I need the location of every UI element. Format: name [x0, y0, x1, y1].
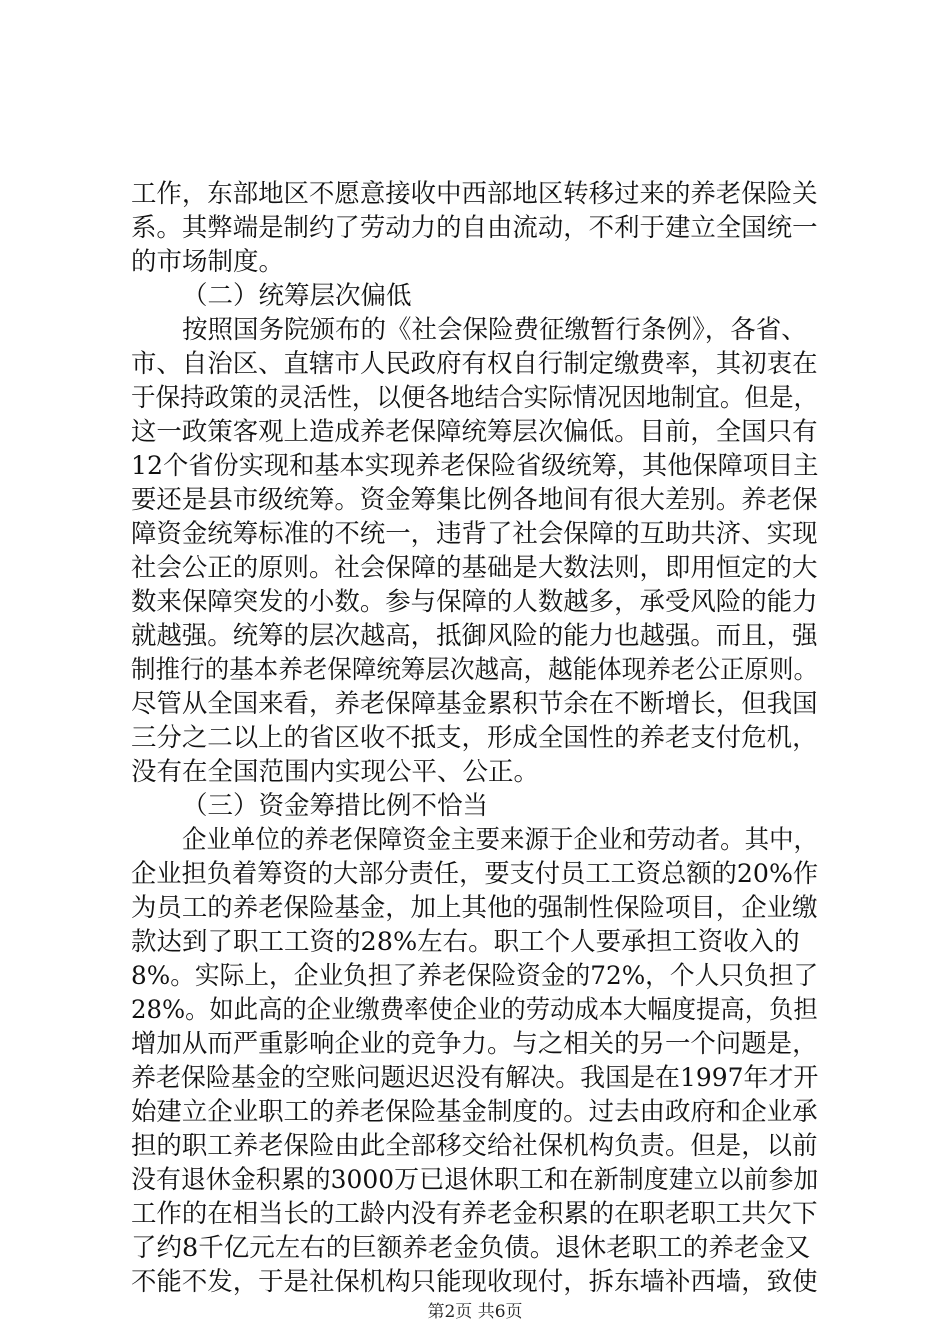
body-line: 的市场制度。: [131, 247, 285, 277]
body-line: 没有退休金积累的3000万已退休职工和在新制度建立以前参加: [131, 1165, 819, 1195]
paragraph-first-line: 企业单位的养老保障资金主要来源于企业和劳动者。其中，: [182, 825, 819, 855]
body-line: 增加从而严重影响企业的竞争力。与之相关的另一个问题是，: [131, 1029, 818, 1059]
body-line: 28%。如此高的企业缴费率使企业的劳动成本大幅度提高，负担: [131, 995, 818, 1025]
body-line: 这一政策客观上造成养老保障统筹层次偏低。目前，全国只有: [131, 417, 818, 447]
section-heading: （二）统筹层次偏低: [182, 281, 412, 311]
body-line: 8%。实际上，企业负担了养老保险资金的72%，个人只负担了: [131, 961, 819, 991]
body-line: 障资金统筹标准的不统一，违背了社会保障的互助共济、实现: [131, 519, 818, 549]
body-line: 数来保障突发的小数。参与保障的人数越多，承受风险的能力: [131, 587, 818, 617]
body-line: 工作的在相当长的工龄内没有养老金积累的在职老职工共欠下: [131, 1199, 818, 1229]
body-line: 市、自治区、直辖市人民政府有权自行制定缴费率，其初衷在: [131, 349, 818, 379]
body-line: 要还是县市级统筹。资金筹集比例各地间有很大差别。养老保: [131, 485, 818, 515]
body-line: 不能不发，于是社保机构只能现收现付，拆东墙补西墙，致使: [131, 1267, 818, 1297]
body-line: 制推行的基本养老保障统筹层次越高，越能体现养老公正原则。: [131, 655, 819, 685]
paragraph-first-line: 按照国务院颁布的《社会保险费征缴暂行条例》，各省、: [182, 315, 807, 345]
page-footer: 第2页 共6页: [427, 1302, 523, 1322]
body-line: 始建立企业职工的养老保险基金制度的。过去由政府和企业承: [131, 1097, 818, 1127]
body-line: 担的职工养老保险由此全部移交给社保机构负责。但是，以前: [131, 1131, 818, 1161]
section-heading: （三）资金筹措比例不恰当: [182, 791, 489, 821]
body-line: 养老保险基金的空账问题迟迟没有解决。我国是在1997年才开: [131, 1063, 819, 1093]
body-line: 为员工的养老保险基金，加上其他的强制性保险项目，企业缴: [131, 893, 818, 923]
body-line: 工作，东部地区不愿意接收中西部地区转移过来的养老保险关: [131, 179, 818, 209]
body-line: 社会公正的原则。社会保障的基础是大数法则，即用恒定的大: [131, 553, 818, 583]
body-line: 就越强。统筹的层次越高，抵御风险的能力也越强。而且，强: [131, 621, 818, 651]
body-line: 款达到了职工工资的28%左右。职工个人要承担工资收入的: [131, 927, 800, 957]
body-line: 于保持政策的灵活性，以便各地结合实际情况因地制宜。但是，: [131, 383, 819, 413]
body-line: 系。其弊端是制约了劳动力的自由流动，不利于建立全国统一: [131, 213, 818, 243]
body-line: 没有在全国范围内实现公平、公正。: [131, 757, 540, 787]
body-line: 12个省份实现和基本实现养老保险省级统筹，其他保障项目主: [131, 451, 819, 481]
body-line: 三分之二以上的省区收不抵支，形成全国性的养老支付危机，: [131, 723, 818, 753]
body-line: 尽管从全国来看，养老保障基金累积节余在不断增长，但我国: [131, 689, 818, 719]
body-line: 了约8千亿元左右的巨额养老金负债。退休老职工的养老金又: [131, 1233, 811, 1263]
body-line: 企业担负着筹资的大部分责任，要支付员工工资总额的20%作: [131, 859, 819, 889]
